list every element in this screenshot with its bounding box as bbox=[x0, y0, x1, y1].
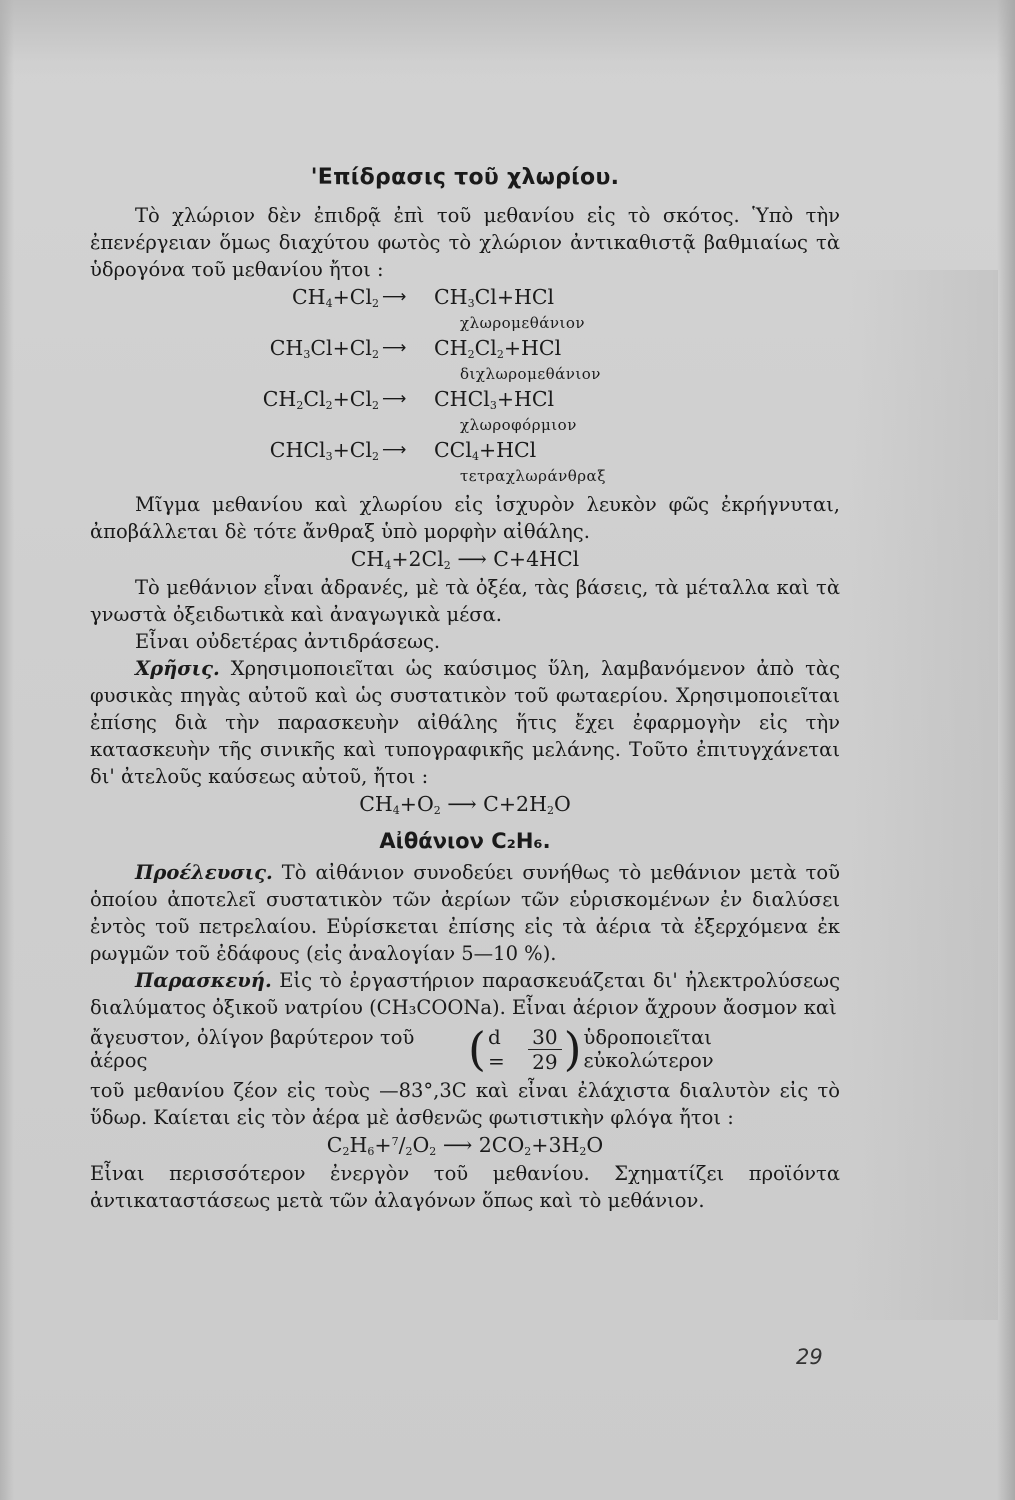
density-numerator: 30 bbox=[528, 1025, 561, 1050]
page-edge-right bbox=[997, 0, 1015, 1500]
final-paragraph: Εἶναι περισσότερον ἐνεργὸν τοῦ μεθανίου. Σχηματίζει προϊόντα ἀντικαταστάσεως μετὰ τῶν ἀλαγόνων ὅπως καὶ τὸ μεθάνιον. bbox=[90, 1162, 840, 1212]
neutral-paragraph: Εἶναι οὐδετέρας ἀντιδράσεως. bbox=[135, 630, 441, 653]
ethane-heading: Αἰθάνιον C₂H₆. bbox=[379, 829, 551, 853]
density-formula: ( d = $\frac{30}{29}$ ) bbox=[467, 1022, 582, 1076]
text-body bbox=[90, 165, 840, 1214]
arrow-icon: ⟶ bbox=[382, 440, 407, 460]
density-fraction bbox=[528, 1025, 561, 1074]
equation-incomplete-combustion: $CH_4+O_2$ ⟶ $C+2H_2O$ bbox=[359, 792, 571, 817]
product-name: τετραχλωράνθραξ bbox=[460, 467, 606, 485]
product-name: χλωρομεθάνιον bbox=[460, 314, 586, 332]
page-edge-left bbox=[0, 0, 14, 1500]
arrow-icon: ⟶ bbox=[382, 287, 407, 307]
reaction-3: $CH_2Cl_2+Cl_2$ ⟶ CHCl$_3$+HCl bbox=[262, 387, 555, 412]
reaction-4: $CHCl_3+Cl_2$ ⟶ CCl$_4$+HCl bbox=[269, 438, 537, 463]
prep-label: Παρασκευή. bbox=[135, 969, 272, 992]
equation-combustion-carbon: $CH_4+2Cl_2$ ⟶ C+4HCl bbox=[350, 547, 580, 572]
reaction-2: $CH_3Cl+Cl_2$ ⟶ $CH_2Cl_2+HCl$ bbox=[269, 336, 562, 361]
product-name: χλωροφόρμιον bbox=[460, 416, 577, 434]
section-heading: 'Επίδρασις τοῦ χλωρίου. bbox=[310, 165, 620, 190]
uses-paragraph bbox=[90, 655, 840, 790]
scan-shadow bbox=[0, 0, 1015, 90]
prep-paragraph-continued: τοῦ μεθανίου ζέον εἰς τοὺς —83°,3C καὶ εἶναι ἐλάχιστα διαλυτὸν εἰς τὸ ὕδωρ. Καίεται εἰς τὸν ἀέρα μὲ ἀσθενῶς φωτιστικὴν φλόγα ἤτοι : bbox=[90, 1079, 840, 1129]
density-symbol: d = bbox=[487, 1025, 505, 1073]
density-line-left: ἄγευστον, ὀλίγον βαρύτερον τοῦ ἀέρος bbox=[90, 1026, 415, 1072]
uses-label: Χρῆσις. bbox=[135, 657, 220, 680]
intro-paragraph: Τὸ χλώριον δὲν ἐπιδρᾷ ἐπὶ τοῦ μεθανίου εἰς τὸ σκότος. Ὑπὸ τὴν ἐπενέργειαν ὅμως διαχύτου φωτὸς τὸ χλώριον ἀντικαθιστᾷ βαθμιαίως τὰ ὑδρογόνα τοῦ μεθανίου ἤτοι : bbox=[90, 204, 840, 281]
page-number: 29 bbox=[796, 1345, 823, 1369]
prep-paragraph bbox=[90, 967, 840, 1021]
origin-paragraph bbox=[90, 859, 840, 967]
equation-ethane-combustion: $C_2H_6+^7/_2O_2$ ⟶ $2CO_2+3H_2O$ bbox=[326, 1133, 604, 1158]
uses-text: Χρησιμοποιεῖται ὡς καύσιμος ὕλη, λαμβανόμενον ἀπὸ τὰς φυσικὰς πηγὰς αὐτοῦ καὶ ὡς συστατικὸν τοῦ φωταερίου. Χρησιμοποιεῖται ἐπίσης διὰ τὴν παρασκευὴν αἰθάλης ἥτις ἔχει ἐφαρμογὴν εἰς τὴν κατασκευὴν τῆς σινικῆς καὶ τυπογραφικῆς μελάνης. Τοῦτο ἐπιτυγχάνεται δι' ἀτελοῦς καύσεως αὐτοῦ, ἤτοι : bbox=[90, 657, 840, 788]
origin-label: Προέλευσις. bbox=[135, 861, 273, 884]
origin-text: Τὸ αἰθάνιον συνοδεύει συνήθως τὸ μεθάνιον μετὰ τοῦ ὁποίου ἀποτελεῖ συστατικὸν τῶν ἀερίων τῶν εὑρισκομένων ἐν διαλύσει ἐντὸς τοῦ πετρελαίου. Εὑρίσκεται ἐπίσης εἰς τὰ ἀέρια τὰ ἐξερχόμενα ἐκ ρωγμῶν τοῦ ἐδάφους (εἰς ἀναλογίαν 5—10 %). bbox=[90, 861, 840, 965]
reaction-1: $CH_4+Cl_2$ ⟶ $CH_3Cl+HCl$ bbox=[292, 285, 555, 310]
product-name: διχλωρομεθάνιον bbox=[460, 365, 601, 383]
prep-text: Εἰς τὸ ἐργαστήριον παρασκευάζεται δι' ἠλεκτρολύσεως διαλύματος ὀξικοῦ νατρίου (CH₃COONa). Εἶναι ἀέριον ἄχρουν ἄοσμον καὶ bbox=[90, 969, 840, 1019]
density-line bbox=[90, 1021, 840, 1077]
bleed-through bbox=[848, 270, 998, 1320]
density-line-right: ὑδροποιεῖται εὐκολώτερον bbox=[583, 1026, 714, 1072]
density-denominator: 29 bbox=[532, 1049, 558, 1074]
mixture-paragraph: Μῖγμα μεθανίου καὶ χλωρίου εἰς ἰσχυρὸν λευκὸν φῶς ἐκρήγνυται, ἀποβάλλεται δὲ τότε ἄνθραξ ὑπὸ μορφὴν αἰθάλης. bbox=[90, 493, 840, 543]
arrow-icon: ⟶ bbox=[382, 338, 407, 358]
arrow-icon: ⟶ bbox=[382, 389, 407, 409]
inert-paragraph: Τὸ μεθάνιον εἶναι ἀδρανές, μὲ τὰ ὀξέα, τὰς βάσεις, τὰ μέταλλα καὶ τὰ γνωστὰ ὀξειδωτικὰ καὶ ἀναγωγικὰ μέσα. bbox=[90, 576, 840, 626]
